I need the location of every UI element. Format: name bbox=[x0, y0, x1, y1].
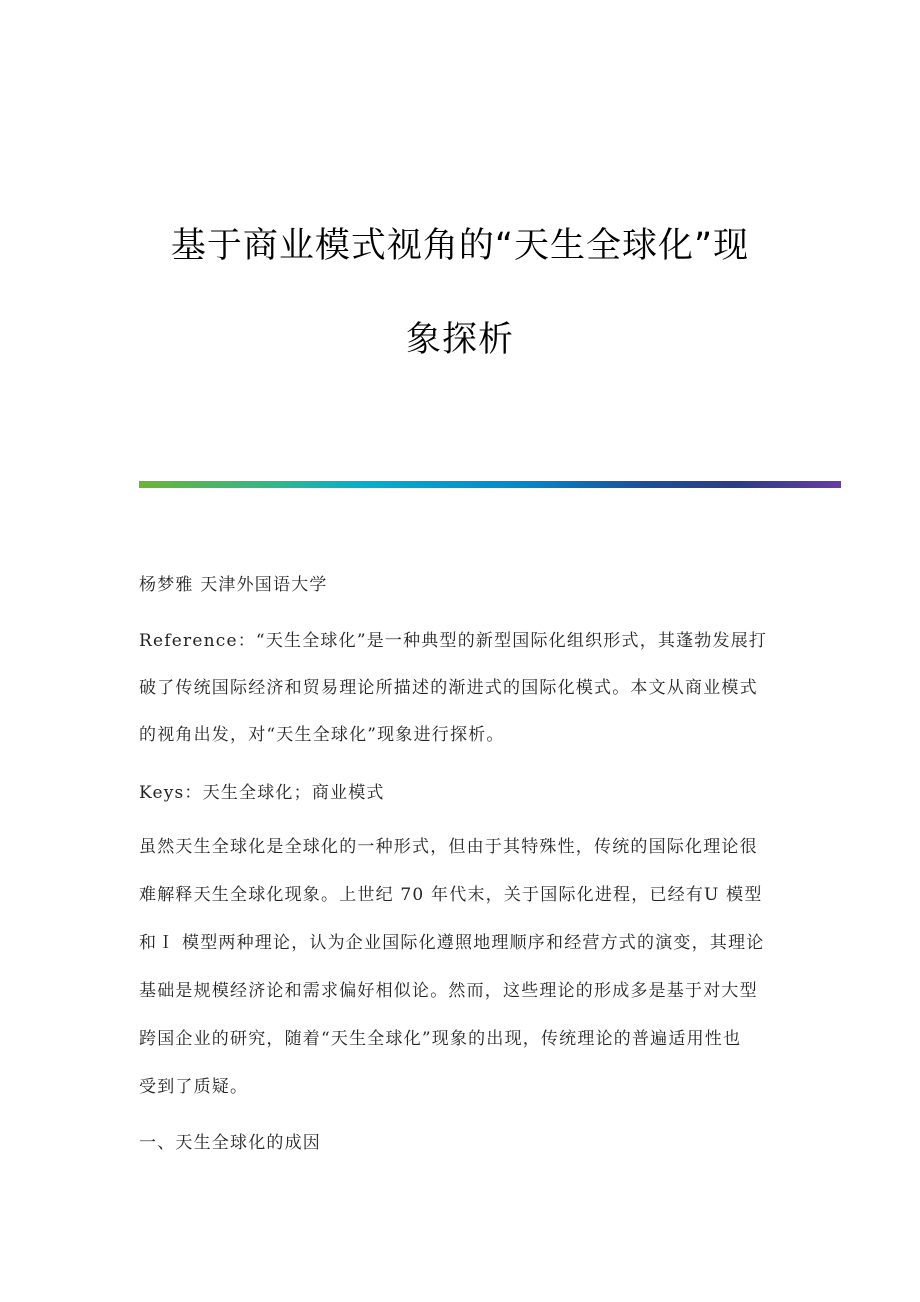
abstract-line: 破了传统国际经济和贸易理论所描述的渐进式的国际化模式。本文从商业模式 bbox=[139, 678, 758, 698]
keywords: Keys：天生全球化；商业模式 bbox=[139, 783, 385, 803]
abstract-line: 的视角出发，对“天生全球化”现象进行探析。 bbox=[139, 725, 505, 745]
document-title-line-1: 基于商业模式视角的“天生全球化”现 bbox=[170, 226, 750, 266]
body-line: 基础是规模经济论和需求偏好相似论。然而，这些理论的形成多是基于对大型 bbox=[139, 981, 758, 1001]
abstract-line: Reference：“天生全球化”是一种典型的新型国际化组织形式，其蓬勃发展打 bbox=[139, 631, 768, 651]
body-line: 跨国企业的研究，随着“天生全球化”现象的出现，传统理论的普遍适用性也 bbox=[139, 1029, 742, 1049]
document-title-line-2: 象探析 bbox=[405, 320, 514, 360]
body-line: 和Ｉ 模型两种理论，认为企业国际化遵照地理顺序和经营方式的演变，其理论 bbox=[139, 933, 765, 953]
body-line: 受到了质疑。 bbox=[139, 1077, 249, 1097]
author-affiliation: 杨梦雅 天津外国语大学 bbox=[139, 575, 328, 595]
section-heading: 一、天生全球化的成因 bbox=[139, 1133, 321, 1153]
gradient-divider bbox=[139, 481, 841, 488]
body-line: 难解释天生全球化现象。上世纪 70 年代末，关于国际化进程，已经有U 模型 bbox=[139, 885, 763, 905]
body-line: 虽然天生全球化是全球化的一种形式，但由于其特殊性，传统的国际化理论很 bbox=[139, 837, 758, 857]
